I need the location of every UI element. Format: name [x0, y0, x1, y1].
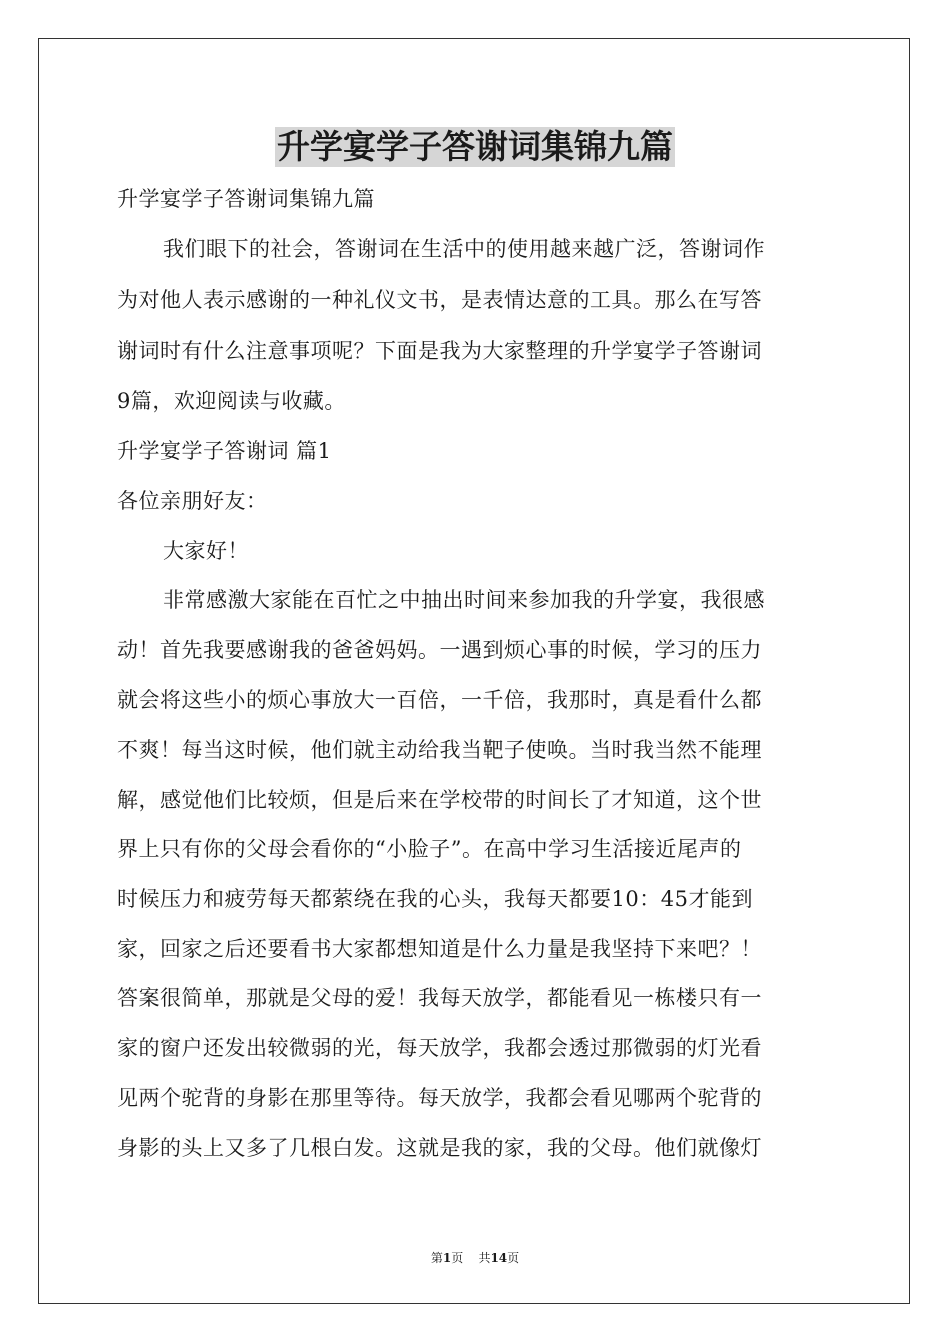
body-line: 非常感激大家能在百忙之中抽出时间来参加我的升学宴，我很感 — [163, 588, 765, 612]
footer-suffix: 页 — [507, 1251, 520, 1265]
footer-prefix: 第 — [430, 1251, 443, 1265]
page-footer — [0, 1250, 950, 1266]
body-line: 家的窗户还发出较微弱的光，每天放学，我都会透过那微弱的灯光看 — [117, 1036, 762, 1060]
document-subtitle: 升学宴学子答谢词集锦九篇 — [117, 187, 375, 211]
body-line: 身影的头上又多了几根白发。这就是我的家，我的父母。他们就像灯 — [117, 1136, 762, 1160]
page-number: 1 — [442, 1251, 452, 1265]
document-title: 升学宴学子答谢词集锦九篇 — [277, 127, 673, 166]
body-line: 不爽！每当这时候，他们就主动给我当靶子使唤。当时我当然不能理 — [117, 738, 762, 762]
body-line: 动！首先我要感谢我的爸爸妈妈。一遇到烦心事的时候，学习的压力 — [117, 638, 762, 662]
body-line: 见两个驼背的身影在那里等待。每天放学，我都会看见哪两个驼背的 — [117, 1086, 762, 1110]
body-line: 解，感觉他们比较烦，但是后来在学校带的时间长了才知道，这个世 — [117, 788, 762, 812]
intro-line: 为对他人表示感谢的一种礼仪文书，是表情达意的工具。那么在写答 — [117, 288, 762, 312]
intro-line: 9篇，欢迎阅读与收藏。 — [117, 389, 346, 413]
body-line: 就会将这些小的烦心事放大一百倍，一千倍，我那时，真是看什么都 — [117, 688, 762, 712]
intro-line: 我们眼下的社会，答谢词在生活中的使用越来越广泛，答谢词作 — [163, 237, 765, 261]
body-line: 家，回家之后还要看书大家都想知道是什么力量是我坚持下来吧？！ — [117, 937, 762, 961]
page-total: 14 — [490, 1251, 508, 1265]
body-line: 答案很简单，那就是父母的爱！我每天放学，都能看见一栋楼只有一 — [117, 986, 762, 1010]
body-line: 界上只有你的父母会看你的“小脸子”。在高中学习生活接近尾声的 — [117, 837, 742, 861]
section-heading: 升学宴学子答谢词 篇1 — [117, 439, 332, 463]
footer-mid: 页 共 — [451, 1251, 491, 1265]
title-container — [0, 127, 950, 167]
body-line: 时候压力和疲劳每天都萦绕在我的心头，我每天都要10：45才能到 — [117, 887, 753, 911]
greeting: 大家好！ — [163, 539, 249, 563]
salutation: 各位亲朋好友： — [117, 489, 268, 513]
page-border — [38, 38, 910, 1304]
intro-line: 谢词时有什么注意事项呢？下面是我为大家整理的升学宴学子答谢词 — [117, 339, 762, 363]
